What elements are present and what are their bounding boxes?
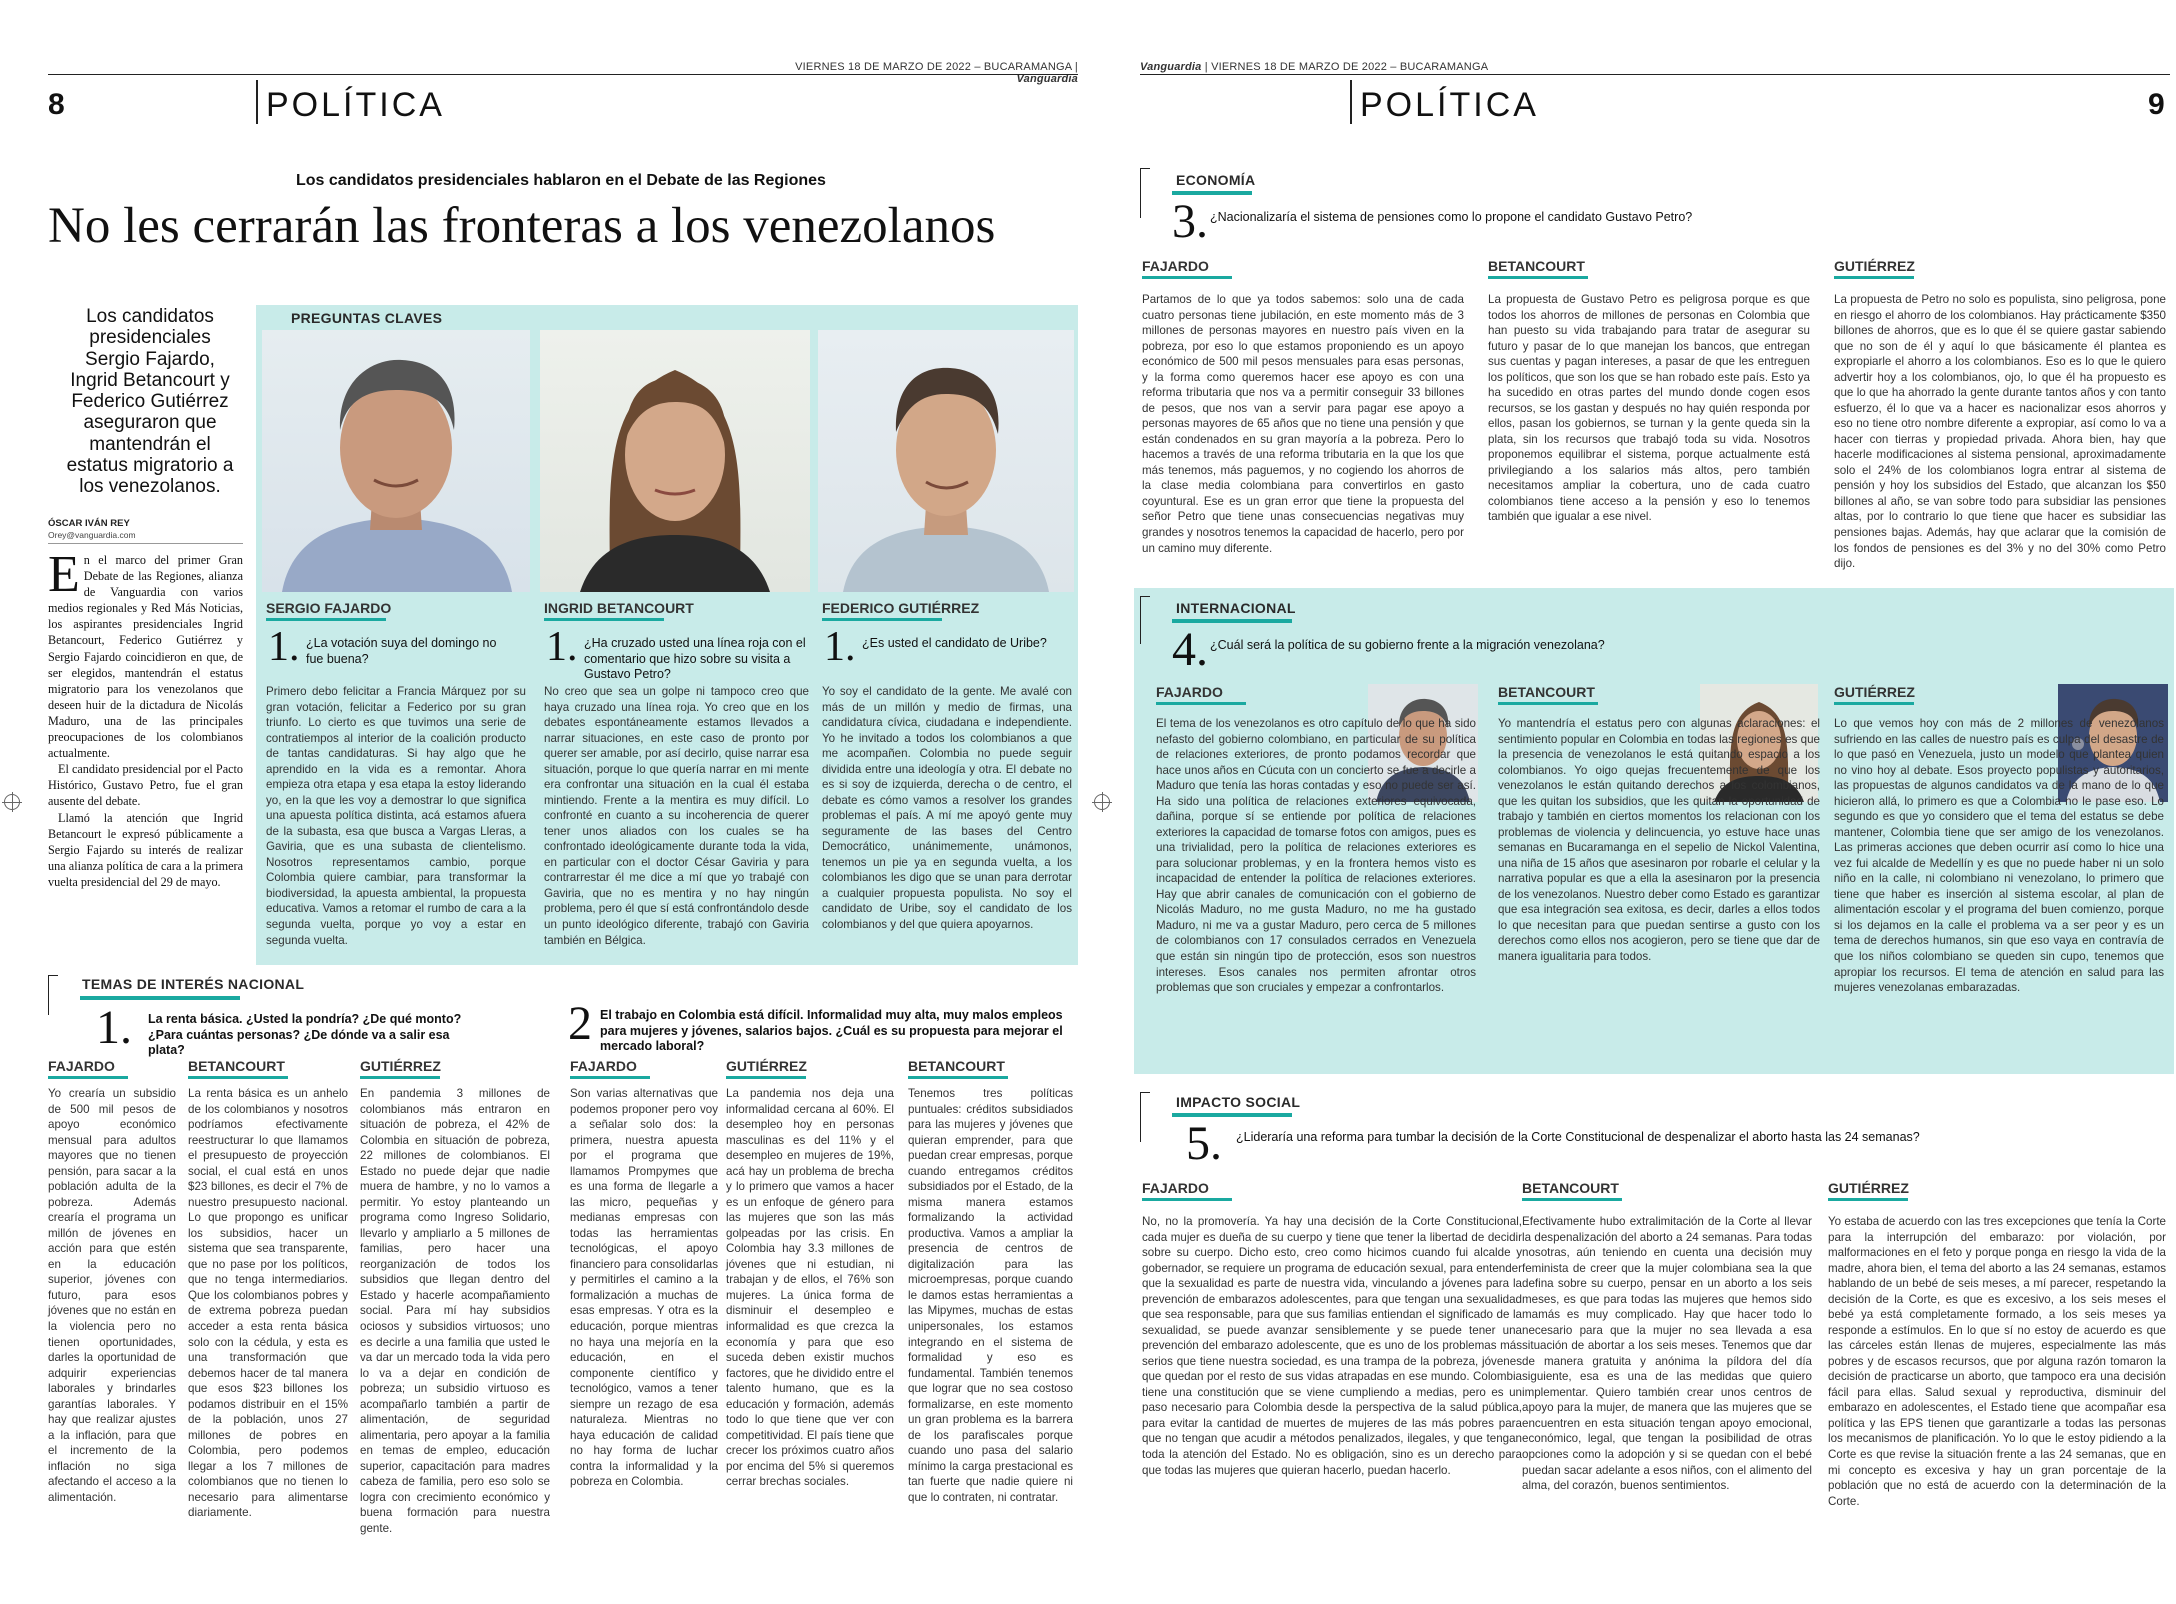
internacional-name-1: FAJARDO [1156, 684, 1223, 700]
left-section-title: POLÍTICA [266, 86, 445, 124]
lede: Los candidatos presidenciales Sergio Fajardo, Ingrid Betancourt y Federico Gutiérrez aseguraron que mantendrán el estatus migratorio a los venezolanos. [66, 306, 234, 498]
claves-answer-3: Yo soy el candidato de la gente. Me avalé con más de un millón y medio de firmas, una candidatura cívica, ciudadana e independiente. Yo he invitado a todos los colombianos a que me acompañen. Colombia no puede seguir dividida entre una ideología y otra. El debate no es si soy de izquierda, derecha o de centro, el debate es cómo vamos a resolver los grandes problemas el país. A mí me apoyó gente muy seguramente de las bases del Centro Democrático, unánimemente, unámonos, tenemos un pie ya en segunda vuelta, a los colombianos les digo que se unan para derrotar a cualquier propuesta populista. No soy el candidato de Uribe, soy el candidato de los colombianos y del que quiera apoyarnos. [822, 685, 1072, 931]
tema-answer-5: La pandemia nos deja una informalidad cercana al 60%. El desempleo hoy en personas masculinas es del 11% y el desempleo en mujeres de 19%, acá hay un problema de brecha y lo primero que vamos a hacer es un enfoque de género para las mujeres que son las más golpeadas por las crisis. En Colombia hay 3.3 millones de jóvenes que ni estudian, ni trabajan y de ellos, el 76% son mujeres. La única forma de disminuir el desempleo e informalidad es que crezca la economía y para que eso suceda deben existir muchos factores, que he dividido entre el talento humano, que es la educación y formación, además todo lo que tiene que ver con competitividad. El país tiene que crecer los próximos cuatro años por encima del 5% si queremos cerrar brechas sociales. [726, 1087, 894, 1489]
economia-answer-1: Partamos de lo que ya todos sabemos: solo una de cada cuatro personas tiene jubilación, en este momento más de 3 millones de personas mayores en nuestro país viven en la pobreza, por eso lo que estamos proponiendo es un apoyo económico de 500 mil pesos mensuales para esas personas, y la forma como queremos hacer ese apoyo es con una reforma tributaria que nos va a permitir conseguir 33 billones de pesos, que nos van a servir para pagar ese apoyo a personas mayores de 65 años que no tiene una pensión y que están condenados en su gran mayoría a la pobreza. Pero lo hacemos a través de una reforma tributaria en la que los que más tenemos, más paguemos, y no cogiendo los ahorros de la clase media colombiana para convertirlos en gasto coyuntural. Ese es un gran error que tiene la propuesta del señor Petro que tiene unas consecuencias negativas muy grandes y nosotros tenemos la capacidad de hacerlo, pero por un camino muy diferente. [1142, 293, 1464, 555]
social-answer-3: Yo estaba de acuerdo con las tres excepciones que tenía la Corte para la interrupción del embarazo: por violación, por malformaciones en el feto y porque ponga en riesgo la vida de la madre, ahora bien, el tema del aborto a las 24 semanas, estamos hablando de un bebé de seis meses, a mí parecer, respetando la decisión de la Corte, es que es excesivo, a los seis meses el bebé ya está completamente formado, a los seis meses ya responde a estímulos. En lo que sí no estoy de acuerdo es que las cárceles están llenas de mujeres, especialmente las más pobres y de escasos recursos, que por alguna razón tomaron la decisión de practicarse un aborto, que tampoco era una decisión fácil para ellas. Salud sexual y reproductiva, disminuir del embarazo en adolescentes, el Estado tiene que acompañar esa política y las EPS tienen que garantizarle a todas las personas los mecanismos de planificación. Yo lo que le estoy pidiendo a la Corte es que revise la situación frente a las 24 semanas, que en mi concepto es excesiva y hay un gran porcentaje de la población que no está de acuerdo con la determinación de la Corte. [1828, 1215, 2166, 1508]
social-name-3: GUTIÉRREZ [1828, 1180, 1909, 1196]
social-num: 5. [1186, 1117, 1222, 1170]
tema-answer-4: Son varias alternativas que podemos proponer pero voy a señalar solo dos: la primera, nuestra apuesta por el programa que llamamos Prompymes que es una forma de llegarle a las micro, pequeñas y medianas empresas con todas las herramientas tecnológicas, el apoyo financiero para consolidarlas y permitirles el camino a la formalización a muchas de esas empresas. Y otra es la educación, porque mientras no haya una mejoría en la educación, en el componente científico y tecnológico, vamos a tener siempre un rezago de esa naturaleza. Mientras no haya educación de calidad no hay forma de luchar contra la informalidad y la pobreza en Colombia. [570, 1087, 718, 1489]
tema-name-2: BETANCOURT [188, 1058, 285, 1074]
right-dateline: Vanguardia | VIERNES 18 DE MARZO DE 2022 – BUCARAMANGA [1140, 61, 1489, 73]
tema-num-1: 1. [96, 1001, 132, 1054]
tema-answer-1: Yo crearía un subsidio de 500 mil pesos de apoyo económico mensual para adultos mayores que no tienen pensión, para sacar a la población adulta de la pobreza. Además crearía el programa un millón de jóvenes en acción para que estén en la educación superior, jóvenes con futuro, para esos jóvenes que no están en la violencia pero no tienen oportunidades, darles la oportunidad de adquirir experiencias laborales y brindarles garantías laborales. Y hay que realizar ajustes a la inflación, para que el incremento de la inflación no siga afectando el acceso a la alimentación. [48, 1087, 176, 1504]
social-name-2: BETANCOURT [1522, 1180, 1619, 1196]
registration-mark-left [4, 794, 20, 810]
internacional-question: ¿Cuál será la política de su gobierno frente a la migración venezolana? [1210, 638, 1605, 652]
economia-question: ¿Nacionalizaría el sistema de pensiones como lo propone el candidato Gustavo Petro? [1210, 210, 1693, 224]
headline: No les cerrarán las fronteras a los venezolanos [48, 198, 996, 254]
claves-question-2: ¿Ha cruzado usted una línea roja con el comentario que hizo sobre su visita a Gustavo Petro? [584, 636, 806, 682]
economia-name-1: FAJARDO [1142, 258, 1209, 274]
tema-name-1: FAJARDO [48, 1058, 115, 1074]
byline: ÓSCAR IVÁN REY [48, 518, 130, 529]
tema-name-4: FAJARDO [570, 1058, 637, 1074]
economia-answer-2: La propuesta de Gustavo Petro es peligrosa porque es que todos los ahorros de millones de personas en Colombia que han puesto su vida trabajando para tratar de asegurar su futuro y pasar de lo que manejan los bancos, que entregan sus cuentas y pagan intereses, a pasar de que les entreguen los políticos, que son los que se han robado este país. Esto ya ha sucedido en otras partes del mundo donde cogen esos recursos, se los gastan y después no hay quién responda por ellos, pasan los gobiernos, se turnan y la gente queda sin la plata, sin los recursos que trabajó toda su vida. Nosotros proponemos equilibrar el sistema, porque actualmente está privilegiando a los salarios más altos, pero también necesitamos ampliar la cobertura, uno de cada cuatro colombianos tiene acceso a la pensión y eso lo tenemos también que igualar a ese nivel. [1488, 293, 1810, 524]
preguntas-claves-tag: PREGUNTAS CLAVES [291, 310, 443, 326]
economia-name-2: BETANCOURT [1488, 258, 1585, 274]
economia-num: 3. [1172, 195, 1208, 248]
social-tag: IMPACTO SOCIAL [1176, 1094, 1301, 1110]
claves-name-2: INGRID BETANCOURT [544, 600, 694, 616]
internacional-answer-1: El tema de los venezolanos es otro capítulo de lo que ha sido nefasto del gobierno colombiano, en particular de su política de relaciones exteriores, de pronto podamos recordar que hace unos años en Cúcuta con un concierto se fue a decirle a Maduro que tenía las horas contadas y eso no puede ser así. Ha sido una política de relaciones exteriores equivocada, dañina, porque sí se entiende por política de relaciones exteriores la capacidad de tomarse fotos con amigos, pues es una trivialidad, pero la política de relaciones exteriores es para solucionar problemas, y en la frontera hemos visto es incapacidad de entender la política de relaciones exteriores. Hay que abrir canales de comunicación con el gobierno de Nicolás Maduro, no me gusta Maduro, no me ha gustado Maduro, ni me va a gustar Maduro, pero cerca de 5 millones de colombianos con 17 consulados cerrados en Venezuela que están sin ningún tipo de protección, esos son nuestros intereses. Esos canales nos permiten afrontar otros problemas que son cruciales y empezar a confrontarlos. [1156, 717, 1476, 995]
claves-question-3: ¿Es usted el candidato de Uribe? [862, 636, 1047, 650]
claves-answer-2: No creo que sea un golpe ni tampoco creo que haya cruzado una línea roja. Yo creo que en los debates espontáneamente estamos llevados a narrar situaciones, en este caso de pronto por querer ser amable, por así decirlo, quise narrar esa situación, porque lo que quería narrar en mi mente era confrontar una situación en la cual él estaba mintiendo. Frente a la mentira es muy difícil. Lo confronté en cuanto a su incoherencia de querer tener unos aliados con los cuales se ha confrontado ideológicamente durante toda la vida, en particular con el doctor César Gaviria y para contrarrestar él me dice a mí que yo trabajé con Gaviria, que no es mentira y no hay ningún problema, pero él que sí está confrontándolo desde un punto ideológico diferente, trabajó con Gaviria también en Bélgica. [544, 685, 809, 947]
tema-name-6: BETANCOURT [908, 1058, 1005, 1074]
economia-tag: ECONOMÍA [1176, 172, 1256, 188]
tema-answer-3: En pandemia 3 millones de colombianos más entraron en situación de pobreza, el 42% de Colombia en situación de pobreza, 22 millones de colombianos. El Estado no puede dejar que nadie muera de hambre, y no lo vamos a permitir. Yo estoy planteando un programa como Ingreso Solidario, llevarlo y ampliarlo a 5 millones de familias, pero hacer una reorganización de todos los subsidios que llegan dentro del Estado y hacerle acompañamiento social. Para mí hay subsidios ociosos y subsidios virtuosos; uno es decirle a una familia que usted le va dar un mercado toda la vida pero lo va a dejar en condición de pobreza; un subsidio virtuoso es acompañarlo también a partir de alimentación, de seguridad alimentaria, pero apoyar a la familia en temas de empleo, educación superior, capacitación para madres cabeza de familia, pero eso solo se logra con crecimiento económico y buena formación para nuestra gente. [360, 1087, 550, 1535]
dropcap: E [48, 546, 80, 603]
tema-question-2: El trabajo en Colombia está difícil. Informalidad muy alta, muy malos empleos para mujeres y jóvenes, salarios bajos. ¿Cuál es su propuesta para mejorar el mercado laboral? [600, 1008, 1063, 1054]
photo-gutierrez [818, 330, 1074, 592]
internacional-tag: INTERNACIONAL [1176, 600, 1296, 616]
claves-name-1: SERGIO FAJARDO [266, 600, 392, 616]
tema-num-2: 2 [568, 997, 592, 1050]
social-answer-2: Efectivamente hubo extralimitación de la Corte al llevar la despenalización del aborto a 24 semanas. Para todas nosotras, aún teniendo en cuenta una decisión muy feminista de creer que la mujer colombiana sea la que defina sobre su cuerpo, pensar en un aborto a los seis meses, es que para todas las mujeres que hemos sido mamás es muy complicado. Hay que hacer todo lo necesario para que la mujer no sea llevada a esa situación de abortar a los seis meses. Tenemos que dar de manera gratuita y anónima la píldora del día siguiente, esa es una de las medidas que quiero implementar. Quiero también crear unos centros de apoyo para la mujer, de manera que las mujeres que se encuentren en esta situación tengan apoyo emocional, económico, legal, que tengan la posibilidad de otras opciones como la adopción y si se quedan con el bebé puedan sacar adelante a esos niños, con el alimento del alma, del corazón, buenos sentimientos. [1522, 1215, 1812, 1493]
byline-email: Orey@vanguardia.com [48, 530, 243, 544]
registration-mark-center [1094, 794, 1110, 810]
tema-name-3: GUTIÉRREZ [360, 1058, 441, 1074]
claves-num-2: 1. [546, 624, 578, 670]
right-page-number: 9 [2148, 88, 2165, 121]
tema-name-5: GUTIÉRREZ [726, 1058, 807, 1074]
tema-answer-6: Tenemos tres políticas puntuales: créditos subsidiados para las mujeres y jóvenes que quieran emprender, para que puedan crear empresas, porque cuando entregamos créditos subsidiados por el Estado, de la misma manera estamos formalizando la actividad productiva. Vamos a ampliar la presencia de centros de digitalización para las microempresas, porque cuando le damos estas herramientas a las Mipymes, muchas de estas unipersonales, los estamos integrando en el sistema de formalidad y eso es fundamental. También tenemos que lograr que no sea costoso formalizarse, en este momento un gran problema es la barrera de los parafiscales porque cuando uno pasa del salario mínimo la carga prestacional es tan fuerte que nadie quiere ni que lo contraten, ni contratar. [908, 1087, 1073, 1504]
social-answer-1: No, no la promovería. Ya hay una decisión de la Corte Constitucional, cada mujer es dueña de su cuerpo y tiene que tener la libertad de decidir sobre su cuerpo. Dicho esto, creo como hicimos cuando fui alcalde y gobernador, se requiere un programa de educación sexual, para entender que la sexualidad es parte de nuestra vida, vinculando a jóvenes para la prevención de embarazos adolescentes, para que tengan una sexualidad que sea responsable, para que sus familias entiendan el significado de la sexualidad, se puede avanzar sensiblemente y se puede tener una prevención del embarazo adolescente, que es uno de los problemas más serios que tiene nuestra sociedad, es una trampa de la pobreza, jóvenes que quedan por el resto de sus vidas atrapadas en ese mundo. Colombia tiene una constitución que se viene cumpliendo a medias, pero es un paso necesario para Colombia desde la perspectiva de la salud pública, para evitar la cantidad de muertes de mujeres de las más pobres para que no tengan que acudir a métodos penalizados, ilegales, y que tengan toda la atención del Estado. No es obligación, sino es un derecho para que todas las mujeres que quieran hacerlo, puedan hacerlo. [1142, 1215, 1522, 1477]
tema-answer-2: La renta básica es un anhelo de los colombianos y nosotros podríamos efectivamente reestructurar lo que llamamos el presupuesto de proyección social, el cual está en unos $23 billones, es decir el 7% de nuestro presupuesto nacional. Lo que propongo es unificar los subsidios, hacer un sistema que sea transparente, que no pase por los políticos, que no tenga intermediarios. Que los colombianos pobres y de extrema pobreza puedan acceder a esta renta básica solo con la cédula, y esta es una transformación que debemos hacer de tal manera que esos $23 billones los podamos distribuir en el 15% de la población, unos 27 millones de pobres en Colombia, pero podemos llegar a los 7 millones de colombianos que no tienen lo necesario para alimentarse diariamente. [188, 1087, 348, 1520]
claves-num-1: 1. [268, 624, 300, 670]
photo-betancourt [540, 330, 810, 592]
left-page-number: 8 [48, 88, 65, 121]
tema-question-1: La renta básica. ¿Usted la pondría? ¿De qué monto? ¿Para cuántas personas? ¿De dónde va a salir esa plata? [148, 1012, 462, 1058]
claves-question-1: ¿La votación suya del domingo no fue buena? [306, 636, 497, 666]
economia-answer-3: La propuesta de Petro no solo es populista, sino peligrosa, pone en riesgo el ahorro de los colombianos. Hay prácticamente $350 billones de ahorros, que es lo que él se quiere gastar sabiendo que no son de él y aquí lo que básicamente él plantea es expropiarle el ahorro a los colombianos. Eso es lo que le quiero advertir hoy a los colombianos, ojo, lo que él ha propuesto es que lo que ha ahorrado la gente durante tantos años y con tanto esfuerzo, él lo que va a hacer es nacionalizar esos ahorros y eso no tiene otro nombre diferente a expropiar, así como lo va a hacer con tierras y propiedad privada. Ahora bien, hay que hacerle modificaciones al sistema pensional, aproximadamente solo el 24% de los colombianos logra entrar al sistema de pensión y hoy los subsidios del Estado, que alcanzan los $50 billones al año, se van sobre todo para subsidiar las pensiones altas, por lo contrario lo que tiene que hacer es subsidiar las pensiones bajas. Además, hay que aclarar que la comisión de los fondos de pensiones es del 3% y no del 30% como Petro dijo. [1834, 293, 2166, 571]
kicker: Los candidatos presidenciales hablaron en el Debate de las Regiones [296, 172, 826, 189]
claves-num-3: 1. [824, 624, 856, 670]
right-section-title: POLÍTICA [1360, 86, 1539, 124]
social-name-1: FAJARDO [1142, 1180, 1209, 1196]
claves-answer-1: Primero debo felicitar a Francia Márquez por su gran votación, felicitar a Federico por su gran triunfo. Lo cierto es que tuvimos una serie de contratiempos al interior de la coalición producto de tantas candidaturas. Si hay algo que he aprendido en la vida es a remontar. Ahora empieza otra etapa y esa etapa la estoy liderando yo, en la que les voy a demostrar lo que significa una apuesta política distinta, acá estamos afuera de la subasta, esa que busca a Vargas Lleras, a Gaviria, que es una subasta de clientelismo. Nosotros representamos cambio, porque Colombia quiere cambiar, para transformar la biodiversidad, la apuesta ambiental, la propuesta educativa. Vamos a retomar el rumbo de cara a la segunda vuelta, porque yo voy a estar en segunda vuelta. [266, 685, 526, 947]
claves-name-3: FEDERICO GUTIÉRREZ [822, 600, 980, 616]
internacional-num: 4. [1172, 623, 1208, 676]
internacional-name-2: BETANCOURT [1498, 684, 1595, 700]
social-question: ¿Lideraría una reforma para tumbar la decisión de la Corte Constitucional de despenalizar el aborto hasta las 24 semanas? [1236, 1130, 1920, 1144]
internacional-answer-3: Lo que vemos hoy con más de 2 millones de venezolanos sufriendo en las calles de nuestro país es culpa del desastre de lo que pasó en Venezuela, justo un modelo que plantea quien no vino hoy al debate. Esos proyecto populistas y autoritarios, las propuestas de algunos candidatos va de la mano de lo que hicieron allá, lo primero es que a Colombia no le pase eso. Lo segundo es que yo considero que el tema del estatus se debe mantener, Colombia tiene que ser amigo de los venezolanos. Las primeras acciones que deben ocurrir así como lo hice una vez fui alcalde de Medellín y es que no puede haber ni un solo niño en la calle, ni colombiano ni venezolano, lo primero que tiene que haber es inserción al sistema escolar, al plan de alimentación escolar y el programa del buen comienzo, porque si los dejamos en la calle el problema va a ser peor y es un tema de derechos humanos, sin que eso vaya en contravía de que los niños colombiano se queden sin cupo, tenemos que apropiar los recursos. El tema de atención en salud para las mujeres venezolanas embarazadas. [1834, 717, 2164, 995]
photo-fajardo [262, 330, 530, 592]
left-dateline: VIERNES 18 DE MARZO DE 2022 – BUCARAMANGA | Vanguardia [795, 61, 1078, 85]
internacional-name-3: GUTIÉRREZ [1834, 684, 1915, 700]
economia-name-3: GUTIÉRREZ [1834, 258, 1915, 274]
temas-tag: TEMAS DE INTERÉS NACIONAL [82, 976, 305, 992]
story-body: En el marco del primer Gran Debate de las Regiones, alianza de Vanguardia con varios medios regionales y Red Más Noticias, los aspirantes presidenciales Ingrid Betancourt, Federico Gutiérrez y Sergio Fajardo coincidieron en que, de ser elegidos, mantendrán el estatus migratorio para los venezolanos que deseen huir de la dictadura de Nicolás Maduro, una de las principales preocupaciones de los colombianos actualmente. El candidato presidencial por el Pacto Histórico, Gustavo Petro, fue el gran ausente del debate. Llamó la atención que Ingrid Betancourt le expresó públicamente a Sergio Fajardo su interés de realizar una alianza política de cara a la primera vuelta presidencial del 29 de mayo. [48, 546, 243, 889]
internacional-answer-2: Yo mantendría el estatus pero con algunas aclaraciones: el sentimiento popular en Colombia en todas las regiones es que la presencia de venezolanos le está quitando espacio a los colombianos. Yo oigo quejas frecuentemente de que los venezolanos le están quitando derechos a los colombianos, que les quitan los subsidios, que les quitan la oportunidad de trabajo y también en ciertos momentos los relacionan con los problemas de violencia y delincuencia, yo estuve hace unas semanas en Bucaramanga en el sepelio de Nickol Valentina, una niña de 15 años que asesinaron por robarle el celular y la narrativa popular es que a ella la asesinaron por la presencia de los venezolanos. Nuestro deber como Estado es garantizar que esa integración sea exitosa, es decir, darles a ellos todos lo que necesitan para que puedan sentirse a gusto con los derechos como ellos nos acogieron, pero se tiene que dar de manera igualitaria para todos. [1498, 717, 1820, 963]
